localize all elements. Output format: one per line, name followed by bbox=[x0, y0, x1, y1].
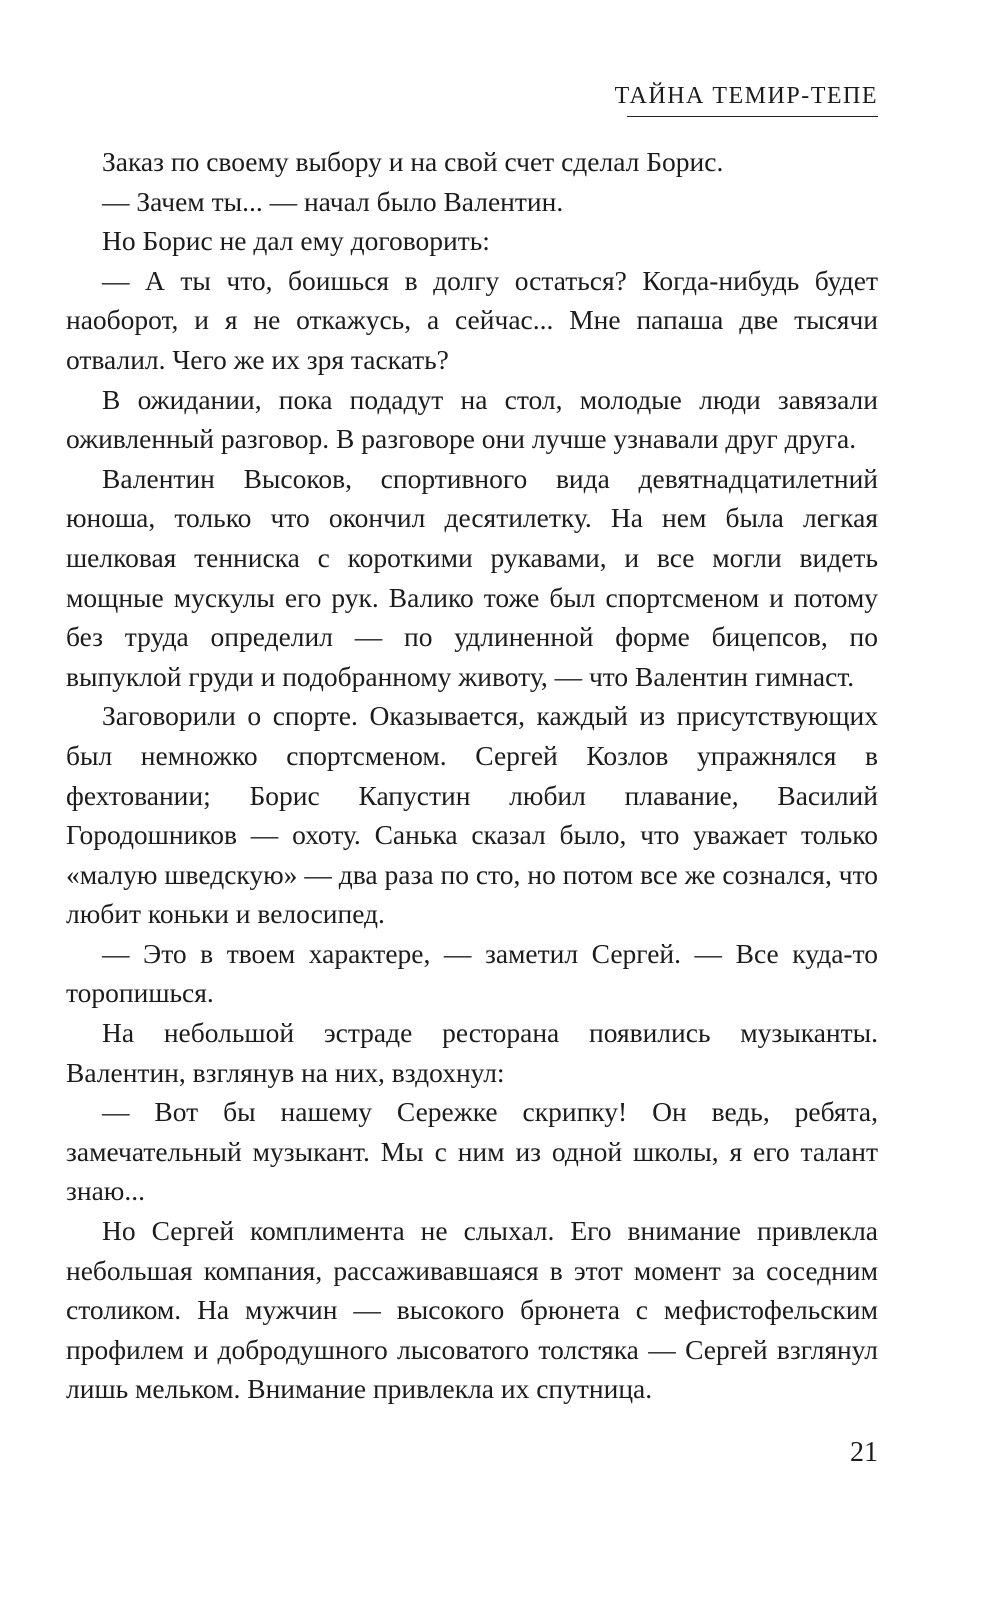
paragraph-5: В ожидании, пока подадут на стол, молодые люди завязали оживленный разговор. В разговоре они лучше узнавали друг друга. bbox=[66, 383, 878, 455]
paragraph-8: — Это в твоем характере, — заметил Сергей. — Все куда-то торопишься. bbox=[66, 937, 878, 1009]
paragraph-9: На небольшой эстраде ресторана появились музыканты. Валентин, взглянув на них, вздохнул: bbox=[66, 1017, 878, 1088]
paragraph-3: Но Борис не дал ему договорить: bbox=[102, 225, 490, 257]
paragraph-7: Заговорили о спорте. Оказывается, каждый из присутствующих был немножко спортсменом. Сергей Козлов упражнялся в фехтовании; Борис Капустин любил плавание, Василий Городошников — охоту. Санька сказал было, что уважает только «малую шведскую» — два раза по сто, но потом все же сознался, что любит коньки и велосипед. bbox=[66, 700, 878, 930]
paragraph-4: — А ты что, боишься в долгу остаться? Когда-нибудь будет наоборот, и я не откажусь, а сейчас... Мне папаша две тысячи отвалил. Чего же их зря таскать? bbox=[66, 264, 878, 375]
paragraph-10: — Вот бы нашему Сережке скрипку! Он ведь, ребята, замечательный музыкант. Мы с ним из одной школы, я его талант знаю... bbox=[66, 1096, 878, 1207]
header-rule bbox=[627, 116, 878, 117]
paragraph-11: Но Сергей комплимента не слыхал. Его внимание привлекла небольшая компания, рассаживавшаяся в этот момент за соседним столиком. На мужчин — высокого брюнета с мефистофельским профилем и добродушного лысоватого толстяка — Сергей взглянул лишь мельком. Внимание привлекла их спутница. bbox=[66, 1215, 878, 1405]
paragraph-1: Заказ по своему выбору и на свой счет сделал Борис. bbox=[102, 146, 724, 177]
body-text bbox=[66, 142, 878, 1409]
running-head-title: ТАЙНА ТЕМИР-ТЕПЕ bbox=[614, 83, 878, 109]
paragraph-6: Валентин Высоков, спортивного вида девятнадцатилетний юноша, только что окончил десятилетку. На нем была легкая шелковая тенниска с короткими рукавами, и все могли видеть мощные мускулы его рук. Валико тоже был спортсменом и потому без труда определил — по удлиненной форме бицепсов, по выпуклой груди и подобранному животу, — что Валентин гимнаст. bbox=[66, 462, 878, 692]
page-number: 21 bbox=[850, 1437, 878, 1468]
paragraph-2: — Зачем ты... — начал было Валентин. bbox=[102, 185, 564, 217]
